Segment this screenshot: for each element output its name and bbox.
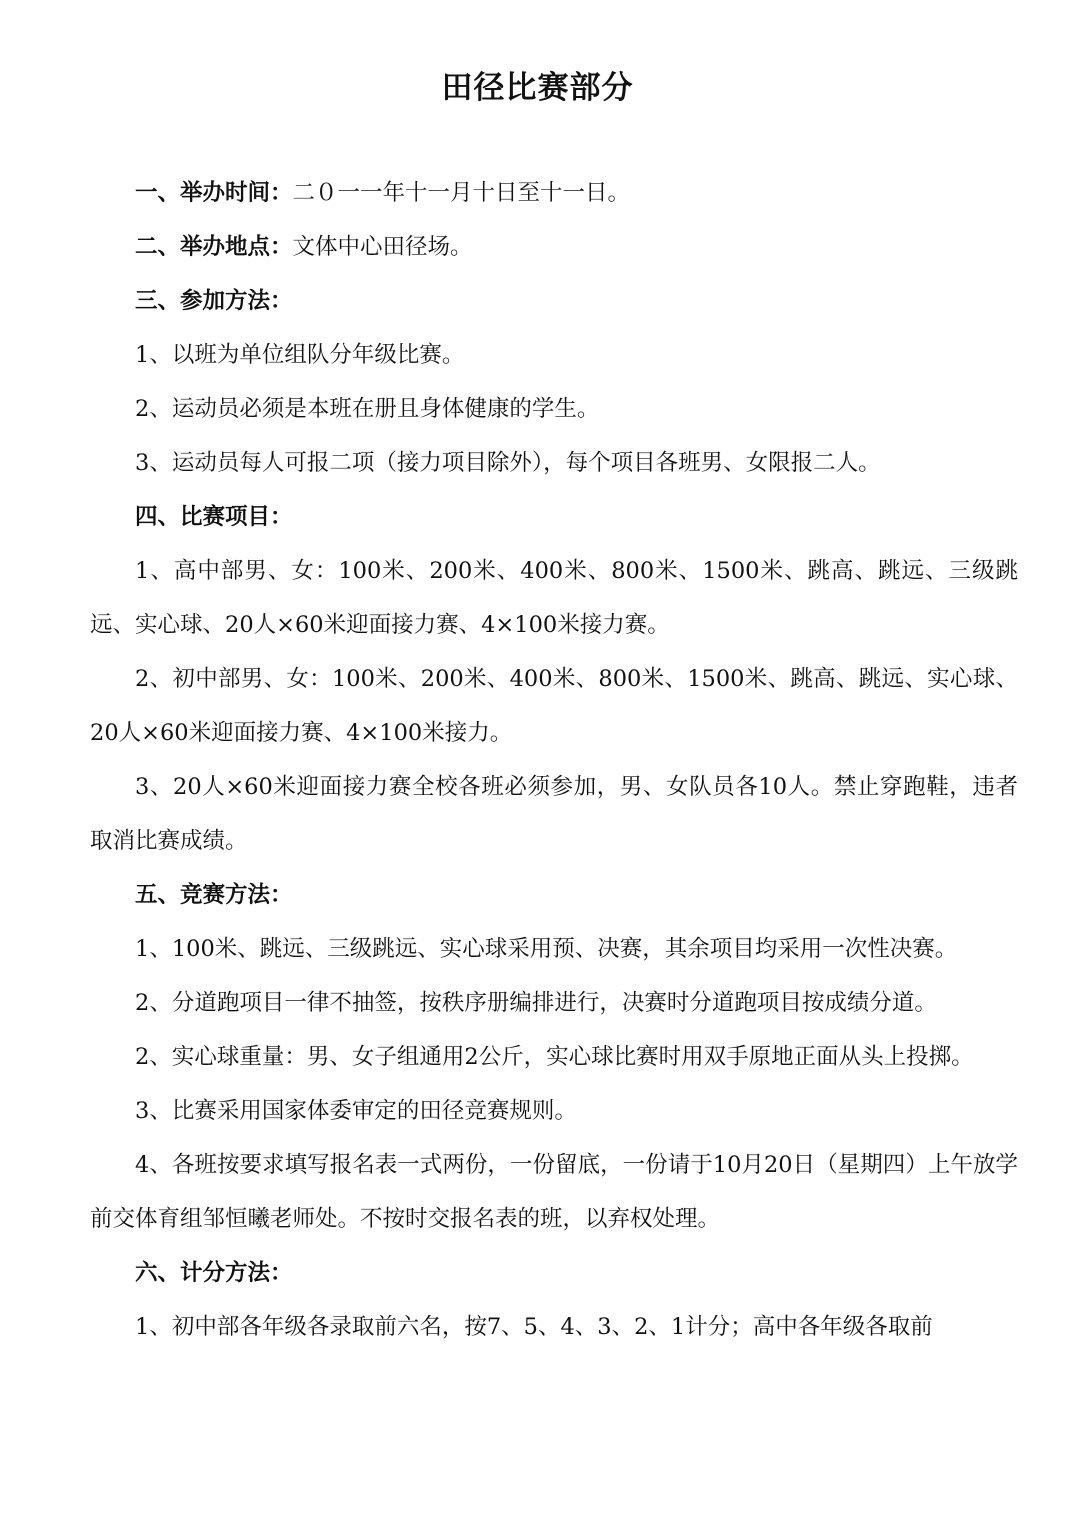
paragraph [90, 382, 1018, 436]
section-text: 二０一一年十一月十日至十一日。 [292, 180, 631, 206]
paragraph [90, 1138, 1018, 1246]
paragraph [90, 1030, 1018, 1084]
section-text: 文体中心田径场。 [292, 234, 473, 260]
paragraph [90, 760, 1018, 868]
paragraph-text: 2、实心球重量：男、女子组通用2公斤，实心球比赛时用双手原地正面从头上投掷。 [135, 1044, 974, 1070]
paragraph [90, 922, 1018, 976]
paragraph-text: 3、20人×60米迎面接力赛全校各班必须参加，男、女队员各10人。禁止穿跑鞋，违者取消比赛成绩。 [90, 774, 1018, 854]
paragraph-text: 1、初中部各年级各录取前六名，按7、5、4、3、2、1计分；高中各年级各取前 [135, 1314, 933, 1340]
section-label: 二、举办地点： [135, 234, 293, 260]
section-label: 六、计分方法： [135, 1260, 293, 1286]
paragraph-text: 2、初中部男、女：100米、200米、400米、800米、1500米、跳高、跳远、实心球、20人×60米迎面接力赛、4×100米接力。 [90, 666, 1018, 746]
paragraph [90, 328, 1018, 382]
document-title: 田径比赛部分 [441, 70, 634, 106]
section-heading-time [90, 166, 1018, 220]
section-heading-participation [90, 274, 1018, 328]
paragraph-text: 2、运动员必须是本班在册且身体健康的学生。 [135, 396, 600, 422]
paragraph-text: 2、分道跑项目一律不抽签，按秩序册编排进行，决赛时分道跑项目按成绩分道。 [135, 990, 937, 1016]
section-heading-competition [90, 868, 1018, 922]
paragraph [90, 436, 1018, 490]
paragraph [90, 1084, 1018, 1138]
paragraph-text: 1、以班为单位组队分年级比赛。 [135, 342, 465, 368]
paragraph [90, 544, 1018, 652]
section-heading-events [90, 490, 1018, 544]
section-label: 四、比赛项目： [135, 504, 293, 530]
paragraph [90, 976, 1018, 1030]
section-heading-scoring [90, 1246, 1018, 1300]
section-heading-location [90, 220, 1018, 274]
section-label: 一、举办时间： [135, 180, 293, 206]
section-label: 三、参加方法： [135, 288, 293, 314]
paragraph-text: 1、100米、跳远、三级跳远、实心球采用预、决赛，其余项目均采用一次性决赛。 [135, 936, 958, 962]
paragraph-text: 4、各班按要求填写报名表一式两份，一份留底，一份请于10月20日（星期四）上午放学前交体育组邹恒曦老师处。不按时交报名表的班，以弃权处理。 [90, 1152, 1018, 1232]
paragraph [90, 652, 1018, 760]
paragraph-text: 3、运动员每人可报二项（接力项目除外），每个项目各班男、女限报二人。 [135, 450, 881, 476]
section-label: 五、竞赛方法： [135, 882, 293, 908]
paragraph [90, 1300, 1018, 1354]
paragraph-text: 1、高中部男、女：100米、200米、400米、800米、1500米、跳高、跳远、三级跳远、实心球、20人×60米迎面接力赛、4×100米接力赛。 [90, 558, 1018, 638]
document-body [90, 166, 1018, 1354]
paragraph-text: 3、比赛采用国家体委审定的田径竞赛规则。 [135, 1098, 577, 1124]
